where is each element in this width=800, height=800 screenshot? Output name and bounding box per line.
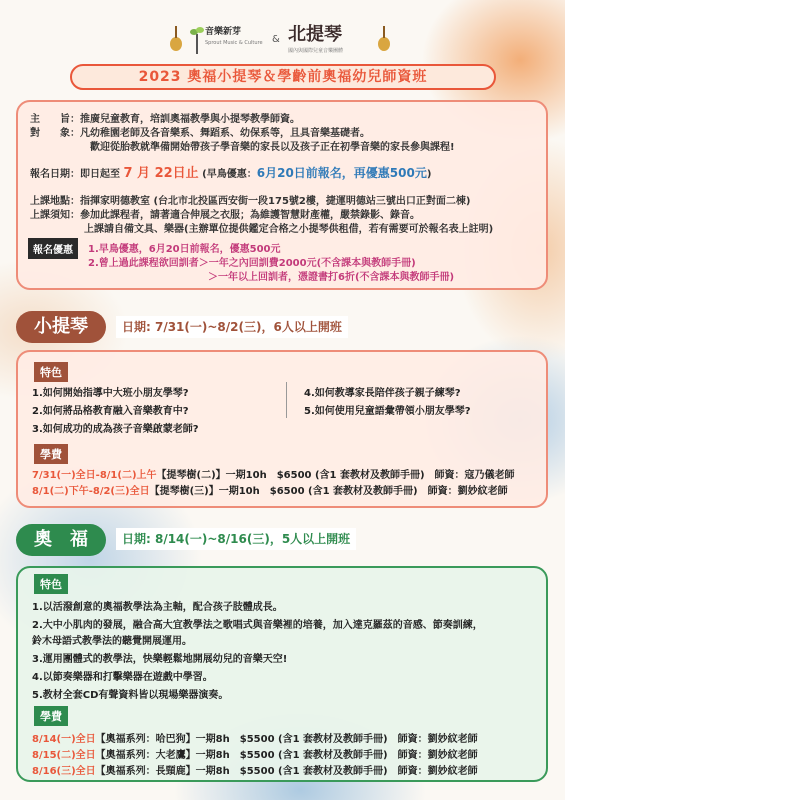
- ampersand: &: [272, 34, 280, 45]
- place-line: [30, 192, 470, 207]
- violin-fee-1-when: 7/31(一)全日-8/1(二)上午: [32, 470, 157, 481]
- discount-2: 2.曾上過此課程欲回訓者＞一年之內回訓費2000元(不含課本與教師手冊): [88, 258, 416, 269]
- logo1-sub: Sprout Music & Culture: [205, 40, 263, 46]
- reg-close: ): [426, 169, 432, 180]
- violin-box: [16, 350, 548, 508]
- orff-fee-2-when: 8/15(二)全日: [32, 750, 96, 761]
- violin-date: 日期: 7/31(一)~8/2(三)，6人以上開班: [116, 316, 348, 338]
- logo2-sub: 國內與國際兒童音樂團體: [288, 48, 344, 54]
- violin-icon: [168, 26, 184, 52]
- orff-feature-3: 3.運用團體式的教學法，快樂輕鬆地開展幼兒的音樂天空!: [32, 654, 288, 665]
- discount-tag: 報名優惠: [28, 238, 78, 259]
- reg-date: 7 月 22日止: [123, 166, 199, 181]
- orff-fee-2-detail: 【奧福系列：大老鷹】一期8h $5500 (含1 套教材及教師手冊) 師資：劉妙紋老師: [95, 750, 478, 761]
- target-line-2: 歡迎從胎教就準備開始帶孩子學音樂的家長以及孩子正在初學音樂的家長參與課程!: [90, 142, 455, 153]
- intro-box: [16, 100, 548, 290]
- violin-feature-5: 5.如何使用兒童語彙帶領小朋友學琴?: [304, 406, 471, 417]
- orff-feature-label: 特色: [34, 574, 68, 594]
- orff-fee-3-detail: 【奧福系列：長頸鹿】一期8h $5500 (含1 套教材及教師手冊) 師資：劉妙紋老師: [95, 766, 478, 777]
- feature-divider: [286, 382, 287, 418]
- orff-feature-2b: 鈴木母語式教學法的聽覺開展運用。: [32, 636, 192, 647]
- violin-section-tag: 小提琴: [16, 311, 106, 343]
- notice-line-2: 上課請自備文具、樂器(主辦單位提供鑑定合格之小提琴供租借，若有需要可於報名表上註明): [84, 224, 494, 235]
- orff-date: 日期: 8/14(一)~8/16(三)，5人以上開班: [116, 528, 356, 550]
- target-label: 對 象：: [30, 128, 80, 139]
- notice-text: 參加此課程者，請著適合伸展之衣服；為維護智慧財產權，嚴禁錄影、錄音。: [80, 210, 420, 221]
- violin-fee-label: 學費: [34, 444, 68, 464]
- orff-feature-1: 1.以活潑創意的奧福教學法為主軸，配合孩子肢體成長。: [32, 602, 283, 613]
- reg-early-label: (早鳥優惠：: [202, 169, 257, 180]
- orff-fee-1-when: 8/14(一)全日: [32, 734, 96, 745]
- violin-feature-label: 特色: [34, 362, 68, 382]
- orff-feature-4: 4.以節奏樂器和打擊樂器在遊戲中學習。: [32, 672, 213, 683]
- discount-3: ＞一年以上回訓者，憑證書打6折(不含課本與教師手冊): [208, 272, 455, 283]
- place-text: 指揮家明德教室 (台北市北投區西安街一段175號2樓，捷運明德站三號出口正對面二棟): [80, 196, 471, 207]
- violin-fee-1-detail: 【提琴樹(二)】一期10h $6500 (含1 套教材及教師手冊) 師資：寇乃儀老師: [156, 470, 515, 481]
- reg-early: 6月20日前報名，再優惠500元: [256, 166, 427, 180]
- discount-1: 1.早鳥優惠，6月20日前報名，優惠500元: [88, 244, 281, 255]
- purpose-line: [30, 110, 300, 125]
- logo-row: [160, 20, 400, 60]
- orff-fee-1-detail: 【奧福系列：哈巴狗】一期8h $5500 (含1 套教材及教師手冊) 師資：劉妙紋老師: [95, 734, 478, 745]
- place-label: 上課地點：: [30, 196, 80, 207]
- registration-line: [30, 162, 431, 181]
- orff-feature-5: 5.教材全套CD有聲資料皆以現場樂器演奏。: [32, 690, 229, 701]
- violin-feature-3: 3.如何成功的成為孩子音樂啟蒙老師?: [32, 424, 199, 435]
- violin-fee-2-when: 8/1(二)下午-8/2(三)全日: [32, 486, 150, 497]
- purpose-label: 主 旨：: [30, 114, 80, 125]
- notice-label: 上課須知：: [30, 210, 80, 221]
- violin-fee-2-detail: 【提琴樹(三)】一期10h $6500 (含1 套教材及教師手冊) 師資：劉妙紋老師: [149, 486, 508, 497]
- reg-label: 報名日期：即日起至: [30, 169, 120, 180]
- notice-line: [30, 206, 420, 221]
- orff-feature-2: 2.大中小肌肉的發展，融合高大宜教學法之歌唱式與音樂裡的培養，加入達克羅茲的音感、節奏訓練，: [32, 620, 483, 631]
- orff-fee-3: [32, 762, 478, 777]
- violin-feature-1: 1.如何開始指導中大班小朋友學琴?: [32, 388, 189, 399]
- orff-fee-2: [32, 746, 478, 761]
- orff-section-tag: 奧 福: [16, 524, 106, 556]
- violin-feature-4: 4.如何教導家長陪伴孩子親子練琴?: [304, 388, 461, 399]
- violin-fee-1: [32, 466, 515, 481]
- violin-fee-2: [32, 482, 508, 497]
- page-title: 2023 奧福小提琴＆學齡前奧福幼兒師資班: [70, 64, 496, 90]
- purpose-text: 推廣兒童教育，培訓奧福教學與小提琴教學師資。: [80, 114, 300, 125]
- logo1-text: 音樂新芽: [205, 27, 242, 37]
- orff-fee-1: [32, 730, 478, 745]
- orff-fee-label: 學費: [34, 706, 68, 726]
- orff-box: [16, 566, 548, 782]
- target-line: [30, 124, 370, 139]
- orff-fee-3-when: 8/16(三)全日: [32, 766, 96, 777]
- violin-icon: [376, 26, 392, 52]
- target-text: 凡幼稚園老師及各音樂系、舞蹈系、幼保系等，且具音樂基礎者。: [80, 128, 370, 139]
- logo2-text: 北提琴: [288, 24, 342, 45]
- violin-feature-2: 2.如何將品格教育融入音樂教育中?: [32, 406, 189, 417]
- sprout-icon: [190, 24, 204, 54]
